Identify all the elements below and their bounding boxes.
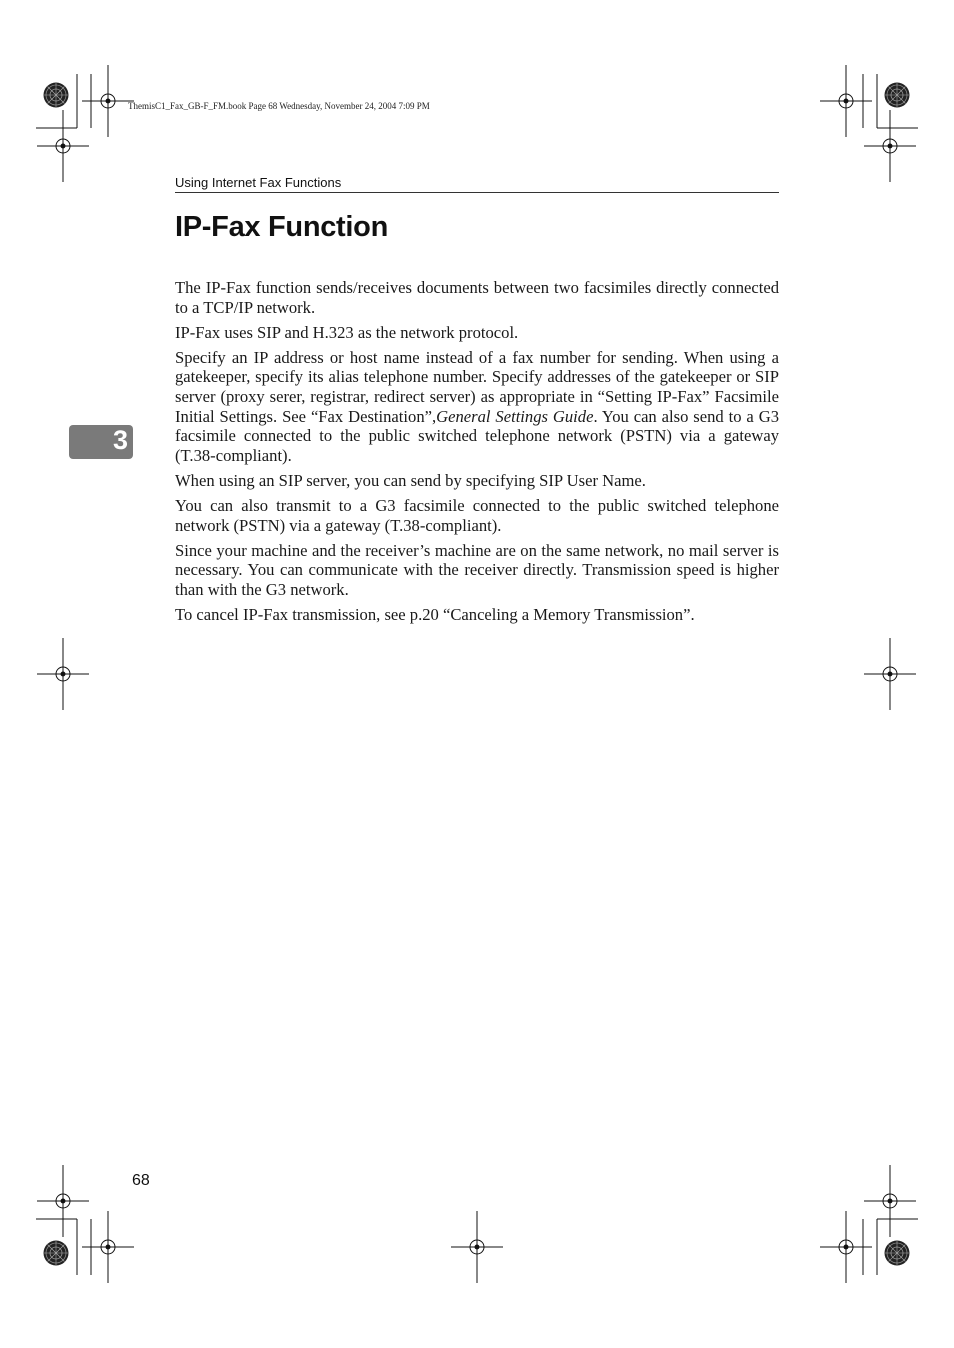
paragraph-same-network: Since your machine and the receiver’s machine are on the same network, no mail server is necessary. You can communicate with the receiver directly. Transmission speed is higher than with the G3 network. bbox=[175, 540, 779, 599]
registration-mark-bottom-right bbox=[820, 1165, 918, 1283]
manual-reference: General Settings Guide bbox=[436, 406, 594, 426]
registration-mark-middle-right bbox=[864, 638, 916, 710]
header-rule bbox=[175, 192, 779, 193]
registration-mark-bottom-center bbox=[451, 1211, 503, 1283]
running-head: Using Internet Fax Functions bbox=[175, 175, 342, 190]
chapter-number: 3 bbox=[112, 425, 128, 455]
paragraph-g3-gateway: You can also transmit to a G3 facsimile connected to the public switched telephone network (PSTN) via a gateway (T.38-compliant). bbox=[175, 495, 779, 535]
paragraph-protocol: IP-Fax uses SIP and H.323 as the network protocol. bbox=[175, 322, 519, 342]
paragraph-specify-address-text-end: . You can also send to a G3 facsimile connected to the public switched telephone network (PSTN) via a gateway (T.38-compliant). bbox=[175, 406, 779, 465]
registration-mark-top-right bbox=[820, 65, 918, 182]
page-number: 68 bbox=[132, 1172, 150, 1189]
registration-mark-bottom-left bbox=[36, 1165, 134, 1283]
paragraph-sip-server: When using an SIP server, you can send by specifying SIP User Name. bbox=[175, 470, 646, 490]
page-title: IP-Fax Function bbox=[175, 211, 389, 243]
body-text bbox=[175, 278, 779, 630]
chapter-tab bbox=[69, 425, 133, 459]
paragraph-intro: The IP-Fax function sends/receives documents between two facsimiles directly connected to a TCP/IP network. bbox=[175, 278, 779, 317]
paragraph-cancel: To cancel IP-Fax transmission, see p.20 “Canceling a Memory Transmission”. bbox=[175, 604, 695, 624]
registration-mark-middle-left bbox=[37, 638, 89, 710]
paragraph-specify-address bbox=[175, 348, 779, 466]
registration-mark-top-left bbox=[36, 65, 134, 182]
paragraph-specify-address-text: Specify an IP address or host name instead of a fax number for sending. When using a gatekeeper, specify its alias telephone number. Specify addresses of the gatekeeper or SIP server (proxy serer, registrar, redirect server) as appropriate in “Setting IP-Fax” Facsimile Initial Settings. See “Fax Destination”, bbox=[175, 347, 779, 426]
print-info: ThemisC1_Fax_GB-F_FM.book Page 68 Wednesday, November 24, 2004 7:09 PM bbox=[128, 101, 430, 111]
